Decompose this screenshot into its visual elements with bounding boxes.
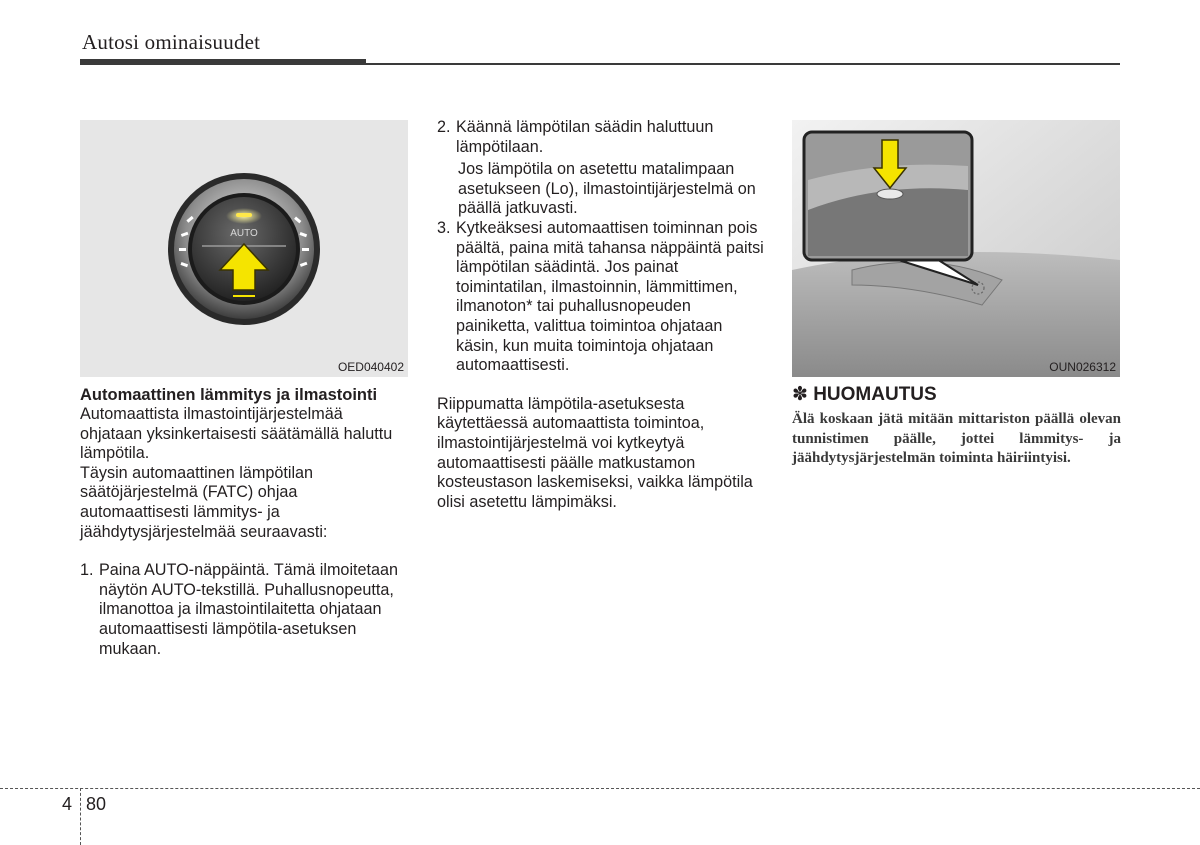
footer-dashed-divider bbox=[80, 788, 81, 845]
page-number: 80 bbox=[86, 794, 107, 814]
left-text-column bbox=[80, 385, 409, 659]
dashboard-sensor-illustration bbox=[792, 120, 1120, 377]
list-number: 2. bbox=[437, 118, 451, 136]
note-title: ✽ HUOMAUTUS bbox=[792, 384, 937, 405]
figure-code-right: OUN026312 bbox=[1049, 360, 1116, 374]
list-item-1 bbox=[80, 561, 409, 659]
footer-dashed-rule bbox=[0, 788, 1200, 789]
list-item-2-subparagraph: Jos lämpötila on asetettu matalimpaan asetukseen (Lo), ilmastointijärjestelmä on päällä jatkuvasti. bbox=[458, 160, 756, 218]
chapter-number: 4 bbox=[62, 794, 73, 814]
header-rule-thin bbox=[366, 63, 1120, 65]
auto-button-illustration bbox=[80, 120, 408, 377]
list-number: 1. bbox=[80, 561, 94, 580]
auto-label: AUTO bbox=[230, 228, 258, 239]
section-heading: Automaattinen lämmitys ja ilmastointi bbox=[80, 386, 378, 404]
paragraph-fatc: Täysin automaattinen lämpötilan säätöjärjestelmä (FATC) ohjaa automaattisesti lämmitys- ja jäähdytysjärjestelmää seuraavasti: bbox=[80, 463, 328, 541]
list-text: Paina AUTO-näppäintä. Tämä ilmoitetaan näytön AUTO-tekstillä. Puhallusnopeutta, ilmanottoa ja ilmastointilaitetta ohjataan automaattisesti lämpötila-asetuksen mukaan. bbox=[99, 561, 399, 658]
right-text-column bbox=[792, 384, 1121, 469]
list-item-3 bbox=[437, 219, 765, 376]
list-item-2 bbox=[437, 118, 765, 157]
list-text: Kytkeäksesi automaattisen toiminnan pois päältä, paina mitä tahansa näppäintä paitsi lämpötilan säädintä. Jos painat toimintatilan, ilmastoinnin, lämmittimen, ilmanoton* tai puhallusnopeuden painiketta, valittua toimintoa ohjataan käsin, kun muita toimintoja ohjataan automaattisesti. bbox=[456, 218, 764, 375]
figure-code-left: OED040402 bbox=[337, 360, 404, 374]
middle-text-column bbox=[437, 118, 765, 512]
paragraph-dehumidify: Riippumatta lämpötila-asetuksesta käytettäessä automaattista toimintoa, ilmastointijärjestelmä voi kytkeytyä automaattisesti päälle matkustamon kosteustason laskemiseksi, vaikka lämpötila olisi asetettu lämpimäksi. bbox=[437, 394, 753, 511]
dashboard-sensor-figure bbox=[792, 120, 1120, 377]
list-text: Käännä lämpötilan säädin haluttuun lämpötilaan. bbox=[456, 118, 714, 156]
paragraph-intro: Automaattista ilmastointijärjestelmää ohjataan yksinkertaisesti säätämällä haluttu lämpötila. bbox=[80, 405, 393, 463]
header-rule-thick bbox=[80, 59, 366, 65]
note-body: Älä koskaan jätä mitään mittariston päällä olevan tunnistimen päälle, jottei lämmitys- ja jäähdytysjärjestelmän toiminta häiriintyisi. bbox=[792, 411, 1121, 466]
auto-button-figure bbox=[80, 120, 408, 377]
page-header-title: Autosi ominaisuudet bbox=[82, 30, 261, 54]
list-number: 3. bbox=[437, 218, 451, 237]
